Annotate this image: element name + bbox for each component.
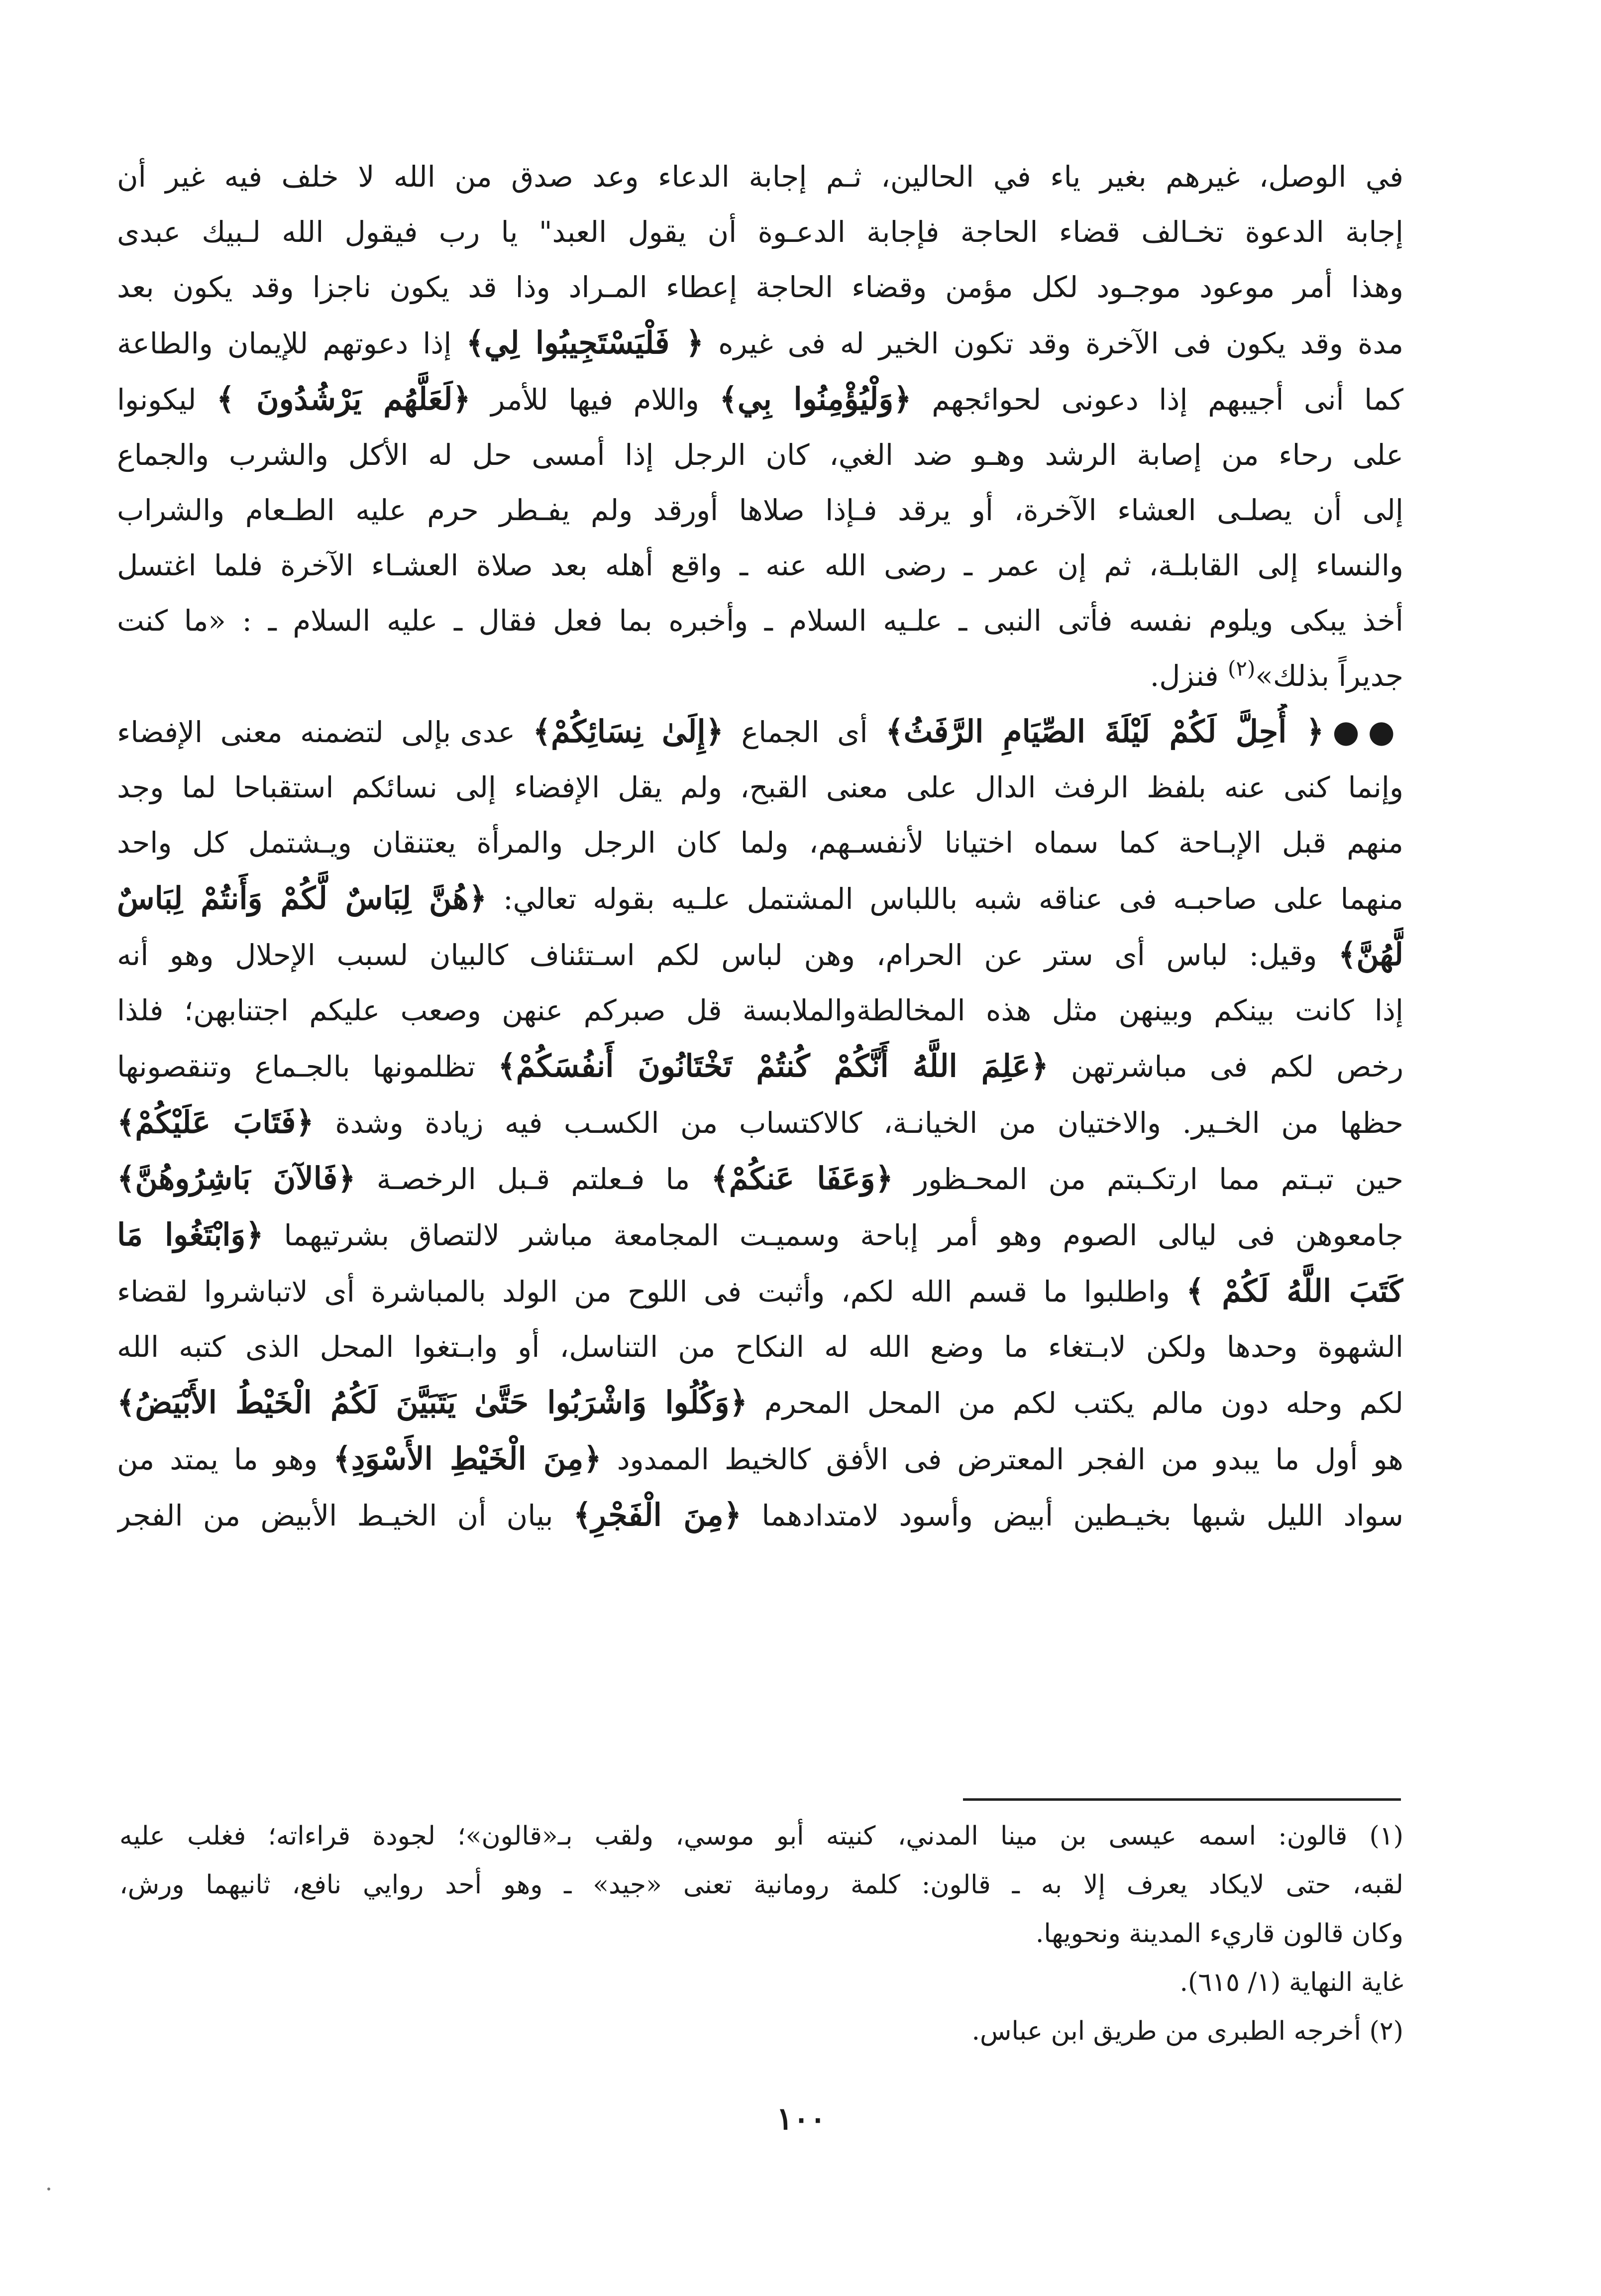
quran-verse: ﴿مِنَ الْخَيْطِ الأَسْوَدِ﴾ [333, 1440, 602, 1477]
text-line-18: حظها من الخـير. والاختيان من الخيانـة، كالاكتساب من الكسـب فيه زيادة وشدة ﴿فَتَابَ عَلَيْكُمْ﴾ [117, 1104, 1403, 1140]
text-line-12: وإنما كنى عنه بلفظ الرفث الدال على معنى القبح، ولم يقل الإفضاء إلى نسائكم استقباحا لما وجد [117, 770, 1403, 804]
footnote-line-5: (٢) أخرجه الطبرى من طريق ابن عباس. [971, 2016, 1403, 2046]
footnote-line-4: غاية النهاية (١/ ٦١٥). [1179, 1968, 1403, 1997]
page-number: ١٠٠ [776, 2100, 826, 2137]
quran-verse: ﴿مِنَ الْفَجْرِ﴾ [573, 1497, 742, 1533]
quran-verse: ﴿عَلِمَ اللَّهُ أَنَّكُمْ كُنتُمْ تَخْتَانُونَ أَنفُسَكُمْ﴾ [498, 1048, 1049, 1084]
quran-verse: ﴿هُنَّ لِبَاسٌ لَّكُمْ وَأَنتُمْ لِبَاسٌ [117, 880, 487, 916]
text-line-9: أخذ يبكى ويلوم نفسه فأتى النبى ـ علـيه السلام ـ وأخبره بما فعل فقال ـ عليه السلام ـ : «ما كنت [117, 604, 1403, 638]
quran-verse: ●●﴿ أُحِلَّ لَكُمْ لَيْلَةَ الصِّيَامِ الرَّفَثُ﴾ [885, 713, 1403, 750]
footnote-line-1: (١) قالون: اسمه عيسى بن مينا المدني، كنيته أبو موسي، ولقب بـ«قالون»؛ لجودة قراءاته؛ فغلب عليه [119, 1821, 1403, 1851]
text-line-22: الشهوة وحدها ولكن لابـتغاء ما وضع الله له النكاح من التناسل، أو وابـتغوا المحل الذى كتبه الله [117, 1330, 1403, 1364]
footnote-divider [963, 1798, 1401, 1801]
text-line-10: جديراً بذلك»$^{(٢)}$ فنزل. [1150, 656, 1403, 693]
quran-verse: ﴿وَكُلُوا وَاشْرَبُوا حَتَّىٰ يَتَبَيَّنَ لَكُمُ الْخَيْطُ الأَبْيَضُ﴾ [117, 1384, 747, 1421]
text-line-16: إذا كانت بينكم وبينهن مثل هذه المخالطةوالملابسة قل صبركم عنهن وصعب عليكم اجتنابهن؛ فلذا [117, 993, 1403, 1027]
footnotes [119, 1812, 1403, 2056]
text-line-21: كَتَبَ اللَّهُ لَكُمْ ﴾ واطلبوا ما قسم الله لكم، وأثبت فى اللوح من الولد بالمباشرة أى لاتباشروا لقضاء [117, 1273, 1403, 1309]
quran-verse: ﴿وَلْيُؤْمِنُوا بِي﴾ [719, 381, 912, 417]
text-line-19: حين تبـتم مما ارتكـبتم من المحـظور ﴿وَعَفَا عَنكُمْ﴾ ما فـعلتم قـبل الرخصـة ﴿فَالآنَ بَاشِرُوهُنَّ﴾ [117, 1160, 1403, 1197]
text-line-6: على رحاء من إصابة الرشد وهـو ضد الغي، كان الرجل إذا أمسى حل له الأكل والشرب والجماع [117, 438, 1403, 472]
footnote-line-2: لقبه، حتى لايكاد يعرف إلا به ـ قالون: كلمة رومانية تعنى «جيد» ـ وهو أحد روايي نافع، ثانيهما ورش، [119, 1870, 1403, 1900]
text-line-13: منهم قبل الإبـاحة كما سماه اختيانا لأنفسـهم، ولما كان الرجل والمرأة يعتنقان ويـشتمل كل واحد [117, 826, 1403, 860]
text-line-8: والنساء إلى القابلـة، ثم إن عمر ـ رضى الله عنه ـ واقع أهله بعد صلاة العشـاء الآخرة فلما اغتسل [117, 548, 1403, 582]
text-line-25: سواد الليل شبها بخيـطين أبيض وأسود لامتدادهما ﴿مِنَ الْفَجْرِ﴾ بيان أن الخيـط الأبيض من الفجر [117, 1497, 1403, 1533]
quran-verse: ﴿فَالآنَ بَاشِرُوهُنَّ﴾ [117, 1160, 356, 1197]
quran-verse: ﴿وَابْتَغُوا مَا [117, 1216, 264, 1253]
text-line-15: لَّهُنَّ﴾ وقيل: لباس أى ستر عن الحرام، وهن لباس لكم اسـتئناف كالبيان لسبب الإحلال وهو أنه [117, 936, 1403, 973]
quran-verse: لَّهُنَّ﴾ [1338, 936, 1403, 973]
main-text [117, 149, 1403, 1543]
quran-verse: ﴿وَعَفَا عَنكُمْ﴾ [711, 1160, 893, 1197]
text-line-23: لكم وحله دون مالم يكتب لكم من المحل المحرم ﴿وَكُلُوا وَاشْرَبُوا حَتَّىٰ يَتَبَيَّنَ لَكُمُ الْخَيْطُ الأَبْيَضُ﴾ [117, 1384, 1403, 1421]
quran-verse: ﴿ فَلْيَسْتَجِيبُوا لِي﴾ [466, 325, 704, 361]
text-line-2: إجابة الدعوة تخـالف قضاء الحاجة فإجابة الدعـوة أن يقول العبد" يا رب فيقول الله لـبيك عبدى [117, 215, 1403, 249]
text-line-11: ●●﴿ أُحِلَّ لَكُمْ لَيْلَةَ الصِّيَامِ الرَّفَثُ﴾ أى الجماع ﴿إِلَىٰ نِسَائِكُمْ﴾ عدى بإلى لتضمنه معنى الإفضاء [117, 713, 1403, 750]
quran-verse: ﴿لَعَلَّهُم يَرْشُدُونَ ﴾ [216, 381, 471, 417]
text-line-5: كما أنى أجيبهم إذا دعونى لحوائجهم ﴿وَلْيُؤْمِنُوا بِي﴾ واللام فيها للأمر ﴿لَعَلَّهُم يَرْشُدُونَ ﴾ ليكونوا [117, 381, 1403, 417]
text-line-3: وهذا أمر موعود موجـود لكل مؤمن وقضاء الحاجة إعطاء المـراد وذا قد يكون ناجزا وقد يكون بعد [117, 270, 1403, 304]
text-line-1: في الوصل، غيرهم بغير ياء في الحالين، ثـم إجابة الدعاء وعد صدق من الله لا خلف فيه غير أن [117, 160, 1403, 194]
scan-speck [47, 2187, 50, 2190]
quran-verse: ﴿إِلَىٰ نِسَائِكُمْ﴾ [533, 713, 724, 750]
text-line-20: جامعوهن فى ليالى الصوم وهو أمر إباحة وسميـت المجامعة مباشر لالتصاق بشرتيهما ﴿وَابْتَغُوا مَا [117, 1216, 1403, 1253]
text-line-7: إلى أن يصلـى العشاء الآخرة، أو يرقد فـإذا صلاها أورقد ولم يفـطر حرم عليه الطـعام والشراب [117, 493, 1403, 527]
text-line-4: مدة وقد يكون فى الآخرة وقد تكون الخير له فى غيره ﴿ فَلْيَسْتَجِيبُوا لِي﴾ إذا دعوتهم للإيمان والطاعة [117, 325, 1403, 361]
text-line-17: رخص لكم فى مباشرتهن ﴿عَلِمَ اللَّهُ أَنَّكُمْ كُنتُمْ تَخْتَانُونَ أَنفُسَكُمْ﴾ تظلمونها بالجـماع وتنقصونها [117, 1048, 1403, 1084]
footnote-line-3: وكان قالون قاريء المدينة ونحويها. [1035, 1919, 1403, 1949]
quran-verse: ﴿فَتَابَ عَلَيْكُمْ﴾ [117, 1104, 314, 1140]
footnote-ref: (٢) [1228, 656, 1256, 681]
text-line-14: منهما على صاحبـه فى عناقه شبه باللباس المشتمل علـيه بقوله تعالي: ﴿هُنَّ لِبَاسٌ لَّكُمْ وَأَنتُمْ لِبَاسٌ [117, 880, 1403, 916]
text-line-24: هو أول ما يبدو من الفجر المعترض فى الأفق كالخيط الممدود ﴿مِنَ الْخَيْطِ الأَسْوَدِ﴾ وهو ما يمتد من [117, 1440, 1403, 1477]
quran-verse: كَتَبَ اللَّهُ لَكُمْ ﴾ [1186, 1273, 1403, 1309]
